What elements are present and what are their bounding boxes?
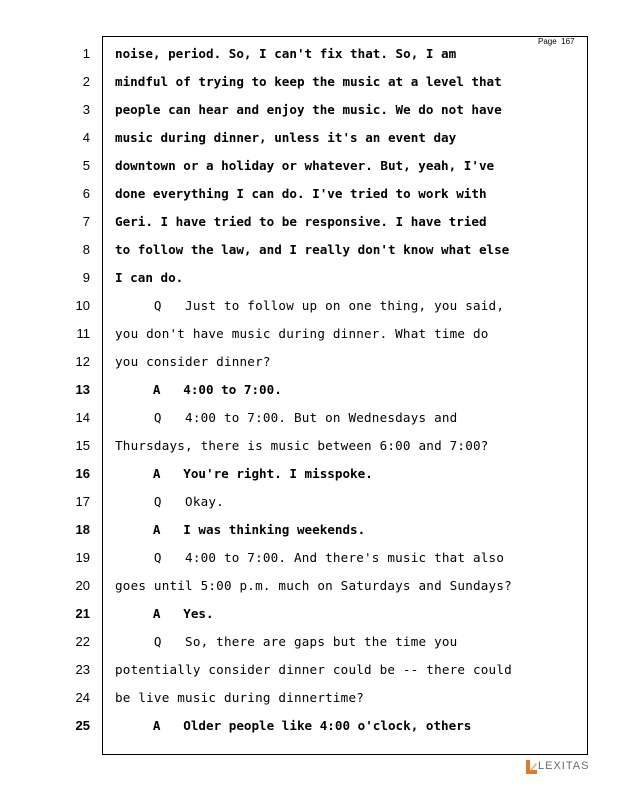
line-number: 9 (82, 270, 90, 285)
lexitas-logo (525, 759, 589, 775)
line-text: be live music during dinnertime? (115, 690, 365, 705)
line-text: Q Just to follow up on one thing, you said, (115, 298, 505, 313)
transcript-line (0, 634, 618, 662)
line-text: to follow the law, and I really don't know what else (115, 242, 510, 257)
line-text: I can do. (115, 270, 184, 285)
line-number: 8 (82, 242, 90, 257)
line-number: 20 (75, 578, 90, 593)
line-text: Thursdays, there is music between 6:00 and 7:00? (115, 438, 489, 453)
line-number: 19 (75, 550, 90, 565)
line-text: A 4:00 to 7:00. (115, 382, 282, 397)
transcript-line (0, 690, 618, 718)
line-number: 24 (75, 690, 90, 705)
line-number: 11 (76, 326, 90, 341)
line-number: 15 (75, 438, 90, 453)
line-text: Q 4:00 to 7:00. And there's music that also (115, 550, 505, 565)
line-text: done everything I can do. I've tried to work with (115, 186, 487, 201)
line-text: noise, period. So, I can't fix that. So, I am (115, 46, 457, 61)
line-number: 13 (75, 382, 90, 397)
line-number: 14 (75, 410, 90, 425)
line-number: 2 (82, 74, 90, 89)
line-text: A Yes. (115, 606, 214, 621)
transcript-line (0, 130, 618, 158)
transcript-line (0, 494, 618, 522)
page-label: Page (538, 37, 557, 46)
line-number: 5 (82, 158, 90, 173)
transcript-line (0, 298, 618, 326)
line-number: 21 (75, 606, 90, 621)
transcript-line (0, 46, 618, 74)
line-number: 10 (75, 298, 90, 313)
line-text: A I was thinking weekends. (115, 522, 366, 537)
line-text: A Older people like 4:00 o'clock, others (115, 718, 472, 733)
line-text: music during dinner, unless it's an event day (115, 130, 457, 145)
page-number (538, 37, 575, 46)
line-number: 17 (75, 494, 90, 509)
line-text: Q 4:00 to 7:00. But on Wednesdays and (115, 410, 458, 425)
transcript-line (0, 410, 618, 438)
transcript-line (0, 578, 618, 606)
line-text: downtown or a holiday or whatever. But, yeah, I've (115, 158, 495, 173)
line-text: potentially consider dinner could be -- there could (115, 662, 512, 677)
transcript-line (0, 158, 618, 186)
line-number: 22 (75, 634, 90, 649)
line-text: A You're right. I misspoke. (115, 466, 373, 481)
line-number: 7 (82, 214, 90, 229)
transcript-line (0, 186, 618, 214)
line-text: people can hear and enjoy the music. We do not have (115, 102, 502, 117)
line-text: Geri. I have tried to be responsive. I have tried (115, 214, 487, 229)
lexitas-logo-text: LEXITAS (538, 760, 590, 772)
transcript-line (0, 214, 618, 242)
line-number: 23 (75, 662, 90, 677)
line-text: you consider dinner? (115, 354, 271, 369)
lexitas-logo-icon (525, 759, 538, 775)
transcript-line (0, 382, 618, 410)
line-text: you don't have music during dinner. What time do (115, 326, 489, 341)
transcript-line (0, 102, 618, 130)
transcript-line (0, 326, 618, 354)
line-number: 16 (75, 466, 90, 481)
transcript-line (0, 438, 618, 466)
line-number: 4 (82, 130, 90, 145)
line-number: 18 (75, 522, 90, 537)
transcript-line (0, 662, 618, 690)
transcript-line (0, 718, 618, 746)
transcript-line (0, 354, 618, 382)
line-number: 1 (82, 46, 90, 61)
page-number-value: 167 (561, 37, 575, 46)
line-text: Q So, there are gaps but the time you (115, 634, 458, 649)
line-number: 6 (82, 186, 90, 201)
line-text: mindful of trying to keep the music at a level that (115, 74, 502, 89)
line-text: Q Okay. (115, 494, 224, 509)
line-number: 12 (75, 354, 90, 369)
transcript-line (0, 74, 618, 102)
line-number: 3 (82, 102, 90, 117)
transcript-line (0, 270, 618, 298)
transcript-line (0, 522, 618, 550)
transcript-line (0, 242, 618, 270)
transcript-line (0, 466, 618, 494)
transcript-line (0, 606, 618, 634)
line-number: 25 (75, 718, 90, 733)
transcript-line (0, 550, 618, 578)
line-text: goes until 5:00 p.m. much on Saturdays and Sundays? (115, 578, 512, 593)
